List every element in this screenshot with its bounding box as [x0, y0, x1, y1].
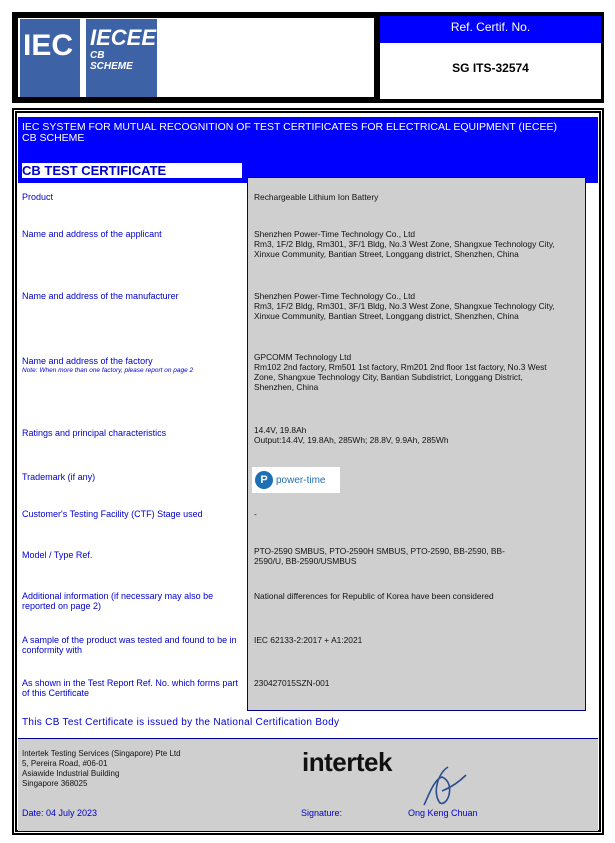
row-label — [22, 192, 242, 202]
row-label-text: Product — [22, 192, 54, 202]
row-value-line: - — [254, 509, 257, 519]
row-value-line: GPCOMM Technology Ltd — [254, 352, 352, 362]
row-value-line: 14.4V, 19.8Ah — [254, 425, 307, 435]
row-value — [254, 678, 584, 688]
footer — [18, 738, 598, 831]
row-label — [22, 229, 242, 239]
power-time-icon: P — [255, 471, 273, 489]
address-line: Singapore 368025 — [22, 779, 88, 788]
intertek-logo: intertek — [302, 747, 392, 777]
row-label — [22, 356, 242, 376]
row-value-line: Rechargeable Lithium Ion Battery — [254, 192, 379, 202]
row-label — [22, 678, 242, 698]
row-label-text: Name and address of the applicant — [22, 229, 162, 239]
row-label — [22, 635, 242, 655]
signature-label: Signature: — [301, 808, 343, 818]
row-value — [254, 509, 584, 519]
row-value-line: Shenzhen Power-Time Technology Co., Ltd — [254, 229, 416, 239]
row-value — [254, 229, 584, 259]
row-label — [22, 591, 242, 611]
row-value — [254, 291, 584, 321]
row-label-text: Name and address of the manufacturer — [22, 291, 179, 301]
banner-line-2: CB SCHEME — [22, 132, 85, 144]
row-value-line: IEC 62133-2:2017 + A1:2021 — [254, 635, 363, 645]
iecee-logo-text: IECEE — [90, 25, 157, 50]
row-value-line: 230427015SZN-001 — [254, 678, 330, 688]
ref-certificate-box — [380, 16, 601, 99]
row-value — [254, 591, 584, 601]
scheme-logo-text: SCHEME — [90, 61, 133, 72]
row-value — [254, 546, 584, 566]
ref-label: Ref. Certif. No. — [380, 16, 601, 43]
issue-date: Date: 04 July 2023 — [22, 808, 98, 818]
row-value-line: Zone, Shangxue Technology City, Bantian Subdistrict, Longgang District, — [254, 372, 523, 382]
row-label-text: A sample of the product was tested and found to be in conformity with — [22, 635, 237, 655]
issued-statement: This CB Test Certificate is issued by the National Certification Body — [22, 717, 340, 728]
row-label-text: Trademark (if any) — [22, 472, 96, 482]
row-value-line: 2590/U, BB-2590/USMBUS — [254, 556, 357, 566]
row-note: Note: When more than one factory, please report on page 2 — [22, 367, 194, 374]
iec-logo — [20, 19, 80, 97]
signatory-name: Ong Keng Chuan — [408, 808, 478, 818]
ref-value: SG ITS-32574 — [452, 61, 529, 75]
trademark-text: power-time — [276, 474, 326, 486]
row-value — [254, 425, 584, 445]
address-line: Asiawide Industrial Building — [22, 769, 120, 778]
row-value-line: Rm3, 1F/2 Bldg, Rm301, 3F/1 Bldg, No.3 West Zone, Shangxue Technology City, — [254, 239, 555, 249]
row-value-line: Output:14.4V, 19.8Ah, 285Wh; 28.8V, 9.9Ah, 285Wh — [254, 435, 449, 445]
row-label — [22, 509, 242, 519]
row-label — [22, 472, 242, 482]
trademark-logo — [252, 467, 340, 493]
row-label-text: Ratings and principal characteristics — [22, 428, 167, 438]
row-value — [254, 635, 584, 645]
address-line: 5, Pereira Road, #06-01 — [22, 759, 108, 768]
row-label-text: Model / Type Ref. — [22, 550, 93, 560]
row-label — [22, 291, 242, 301]
iecee-logo — [86, 19, 157, 97]
row-label-text: As shown in the Test Report Ref. No. which forms part of this Certificate — [22, 678, 238, 698]
signature-image — [418, 763, 468, 809]
row-label — [22, 550, 242, 560]
row-value-line: National differences for Republic of Korea have been considered — [254, 591, 494, 601]
row-value-line: Xinxue Community, Bantian Street, Longgang district, Shenzhen, China — [254, 311, 519, 321]
row-label — [22, 428, 242, 438]
cb-logo-text: CB — [90, 50, 105, 61]
row-value-line: Shenzhen, China — [254, 382, 319, 392]
row-label-text: Customer's Testing Facility (CTF) Stage used — [22, 509, 203, 519]
row-value — [254, 192, 584, 202]
row-value-line: Shenzhen Power-Time Technology Co., Ltd — [254, 291, 416, 301]
row-label-text: Additional information (if necessary may also be reported on page 2) — [22, 591, 214, 611]
address-line: Intertek Testing Services (Singapore) Pte Ltd — [22, 749, 181, 758]
banner-line-1: IEC SYSTEM FOR MUTUAL RECOGNITION OF TEST CERTIFICATES FOR ELECTRICAL EQUIPMENT (IECEE) — [22, 121, 557, 133]
row-value — [254, 352, 584, 392]
row-value-line: Rm3, 1F/2 Bldg, Rm301, 3F/1 Bldg, No.3 West Zone, Shangxue Technology City, — [254, 301, 555, 311]
iec-logo-text: IEC — [23, 29, 74, 62]
row-value-line: Rm102 2nd factory, Rm501 1st factory, Rm201 2nd floor 1st factory, No.3 West — [254, 362, 547, 372]
row-value-line: PTO-2590 SMBUS, PTO-2590H SMBUS, PTO-2590, BB-2590, BB- — [254, 546, 505, 556]
row-label-text: Name and address of the factory — [22, 356, 153, 366]
certificate-title: CB TEST CERTIFICATE — [22, 163, 242, 178]
issuer-address — [22, 749, 181, 789]
row-value-line: Xinxue Community, Bantian Street, Longgang district, Shenzhen, China — [254, 249, 519, 259]
